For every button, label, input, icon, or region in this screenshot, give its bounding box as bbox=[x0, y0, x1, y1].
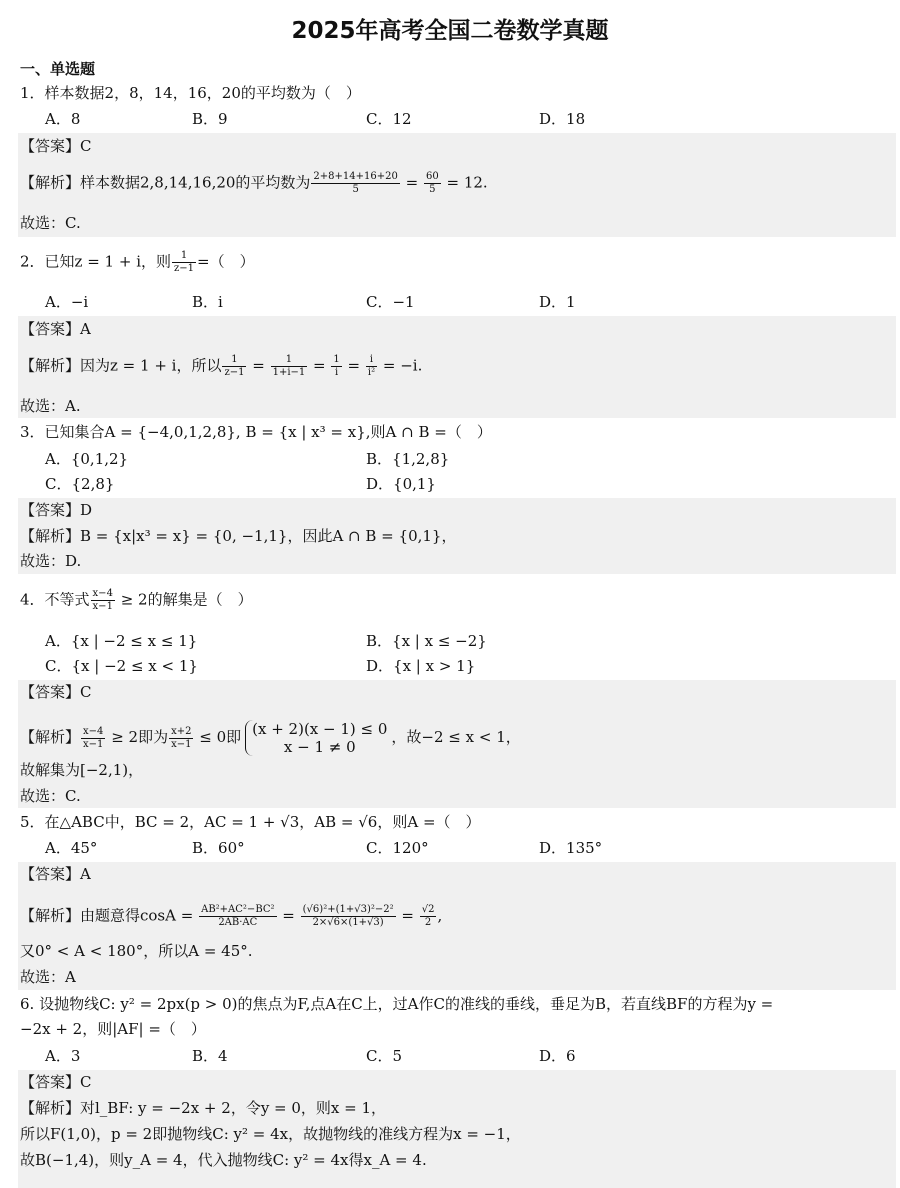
q1-conclusion: 故选：C. bbox=[20, 214, 81, 232]
q1-option-b: B．9 bbox=[192, 110, 228, 128]
q6-option-b: B．4 bbox=[192, 1047, 228, 1065]
q1-answer: 【答案】C bbox=[20, 137, 92, 155]
q5-analysis: 【解析】由题意得cosA = $\frac{\text{AB²+AC²−BC²}}{2AB\cdot AC}$ = $\frac{\text{(√6)²+(1+√3)²−2²}}{2\times√6\times(1+√3)}$ = $\frac{√2}{2}$ , bbox=[20, 904, 443, 928]
q4-option-b: B．{x | x ≤ −2} bbox=[366, 632, 487, 650]
q5-answer: 【答案】A bbox=[20, 865, 91, 883]
q3-answer: 【答案】D bbox=[20, 501, 93, 519]
q1-analysis-prefix: 【解析】样本数据2,8,14,16,20的平均数为 bbox=[20, 173, 311, 192]
q6-answer-block bbox=[18, 1070, 896, 1188]
q1-analysis: 【解析】样本数据2,8,14,16,20的平均数为 $\frac{2+8+14+16+20}{5}$ = $\frac{60}{5}$ = 12. bbox=[20, 171, 488, 195]
q5-option-a: A．45° bbox=[45, 839, 98, 857]
q2-stem: 2．已知z = 1 + i，则 $\frac{1}{z-1}$ =（ ） bbox=[20, 250, 255, 274]
q5-option-c: C．120° bbox=[366, 839, 429, 857]
q6-answer: 【答案】C bbox=[20, 1073, 92, 1091]
q6-stem-line2: −2x + 2，则|AF| =（ ） bbox=[20, 1020, 206, 1038]
q1-option-d: D．18 bbox=[539, 110, 586, 128]
q6-analysis-line2: 所以F(1,0)，p = 2即抛物线C: y² = 4x，故抛物线的准线方程为x = −1， bbox=[20, 1125, 521, 1143]
q2-answer: 【答案】A bbox=[20, 320, 91, 338]
q5-stem: 5．在△ABC中，BC = 2，AC = 1 + √3，AB = √6，则A =（ ） bbox=[20, 813, 481, 831]
q5-option-d: D．135° bbox=[539, 839, 603, 857]
q4-solution-set: 故解集为[−2,1)， bbox=[20, 761, 144, 779]
q4-analysis: 【解析】 $\frac{x-4}{x-1}$ ≥ 2即为 $\frac{x+2}{x-1}$ ≤ 0即 (x + 2)(x − 1) ≤ 0 x − 1 ≠ 0 ，故−2 ≤ x < 1， bbox=[20, 720, 521, 756]
q4-conclusion: 故选：C. bbox=[20, 787, 81, 805]
q3-option-c: C．{2,8} bbox=[45, 475, 115, 493]
q4-stem: 4．不等式 $\frac{x-4}{x-1}$ ≥ 2的解集是（ ） bbox=[20, 588, 253, 612]
q5-option-b: B．60° bbox=[192, 839, 245, 857]
q4-option-d: D．{x | x > 1} bbox=[366, 657, 476, 675]
q6-option-c: C．5 bbox=[366, 1047, 403, 1065]
q1-fraction-result: $\frac{60}{5}$ bbox=[425, 171, 439, 195]
q1-stem: 1．样本数据2，8，14，16，20的平均数为（ ） bbox=[20, 84, 361, 102]
q6-analysis-line1: 【解析】对l_BF: y = −2x + 2，令y = 0，则x = 1， bbox=[20, 1099, 387, 1117]
q3-option-b: B．{1,2,8} bbox=[366, 450, 450, 468]
page-title: 2025年高考全国二卷数学真题 bbox=[291, 18, 609, 44]
q2-analysis: 【解析】因为z = 1 + i，所以 $\frac{1}{z-1}$ = $\frac{1}{1+i-1}$ = $\frac{1}{i}$ = $\frac{i}{\text{i²}}$ = −i. bbox=[20, 354, 423, 378]
q4-stem-fraction: $\frac{x-4}{x-1}$ bbox=[92, 588, 113, 612]
q5-angle-range: 又0° < A < 180°，所以A = 45°. bbox=[20, 942, 253, 960]
q1-option-a: A．8 bbox=[45, 110, 81, 128]
q5-conclusion: 故选：A bbox=[20, 968, 76, 986]
q3-stem: 3．已知集合A = {−4,0,1,2,8}, B = {x | x³ = x},则A ∩ B =（ ） bbox=[20, 423, 492, 441]
q3-analysis: 【解析】B = {x|x³ = x} = {0, −1,1}，因此A ∩ B = {0,1}， bbox=[20, 527, 457, 545]
q1-answer-block bbox=[18, 133, 896, 237]
q4-answer-block bbox=[18, 680, 896, 808]
q2-option-d: D．1 bbox=[539, 293, 576, 311]
q3-option-a: A．{0,1,2} bbox=[45, 450, 129, 468]
q3-answer-block bbox=[18, 498, 896, 574]
q2-answer-block bbox=[18, 316, 896, 418]
q2-stem-fraction: $\frac{1}{z-1}$ bbox=[174, 250, 195, 274]
q3-conclusion: 故选：D. bbox=[20, 552, 82, 570]
q4-option-c: C．{x | −2 ≤ x < 1} bbox=[45, 657, 198, 675]
q2-option-a: A．−i bbox=[45, 293, 89, 311]
q2-option-b: B．i bbox=[192, 293, 223, 311]
q6-option-a: A．3 bbox=[45, 1047, 81, 1065]
q4-inequality-system: (x + 2)(x − 1) ≤ 0 x − 1 ≠ 0 bbox=[245, 720, 387, 756]
q6-analysis-line3: 故B(−1,4)，则y_A = 4，代入抛物线C: y² = 4x得x_A = 4. bbox=[20, 1151, 427, 1169]
q4-answer: 【答案】C bbox=[20, 683, 92, 701]
q4-option-a: A．{x | −2 ≤ x ≤ 1} bbox=[45, 632, 198, 650]
q6-stem-line1: 6. 设抛物线C: y² = 2px(p > 0)的焦点为F,点A在C上，过A作C的准线的垂线，垂足为B，若直线BF的方程为y = bbox=[20, 995, 774, 1013]
q1-option-c: C．12 bbox=[366, 110, 412, 128]
q3-option-d: D．{0,1} bbox=[366, 475, 436, 493]
q2-option-c: C．−1 bbox=[366, 293, 415, 311]
q6-option-d: D．6 bbox=[539, 1047, 576, 1065]
q1-fraction-sum: $\frac{2+8+14+16+20}{5}$ bbox=[313, 171, 398, 195]
q2-conclusion: 故选：A. bbox=[20, 397, 81, 415]
q5-answer-block bbox=[18, 862, 896, 990]
section-heading: 一、单选题 bbox=[20, 60, 96, 78]
